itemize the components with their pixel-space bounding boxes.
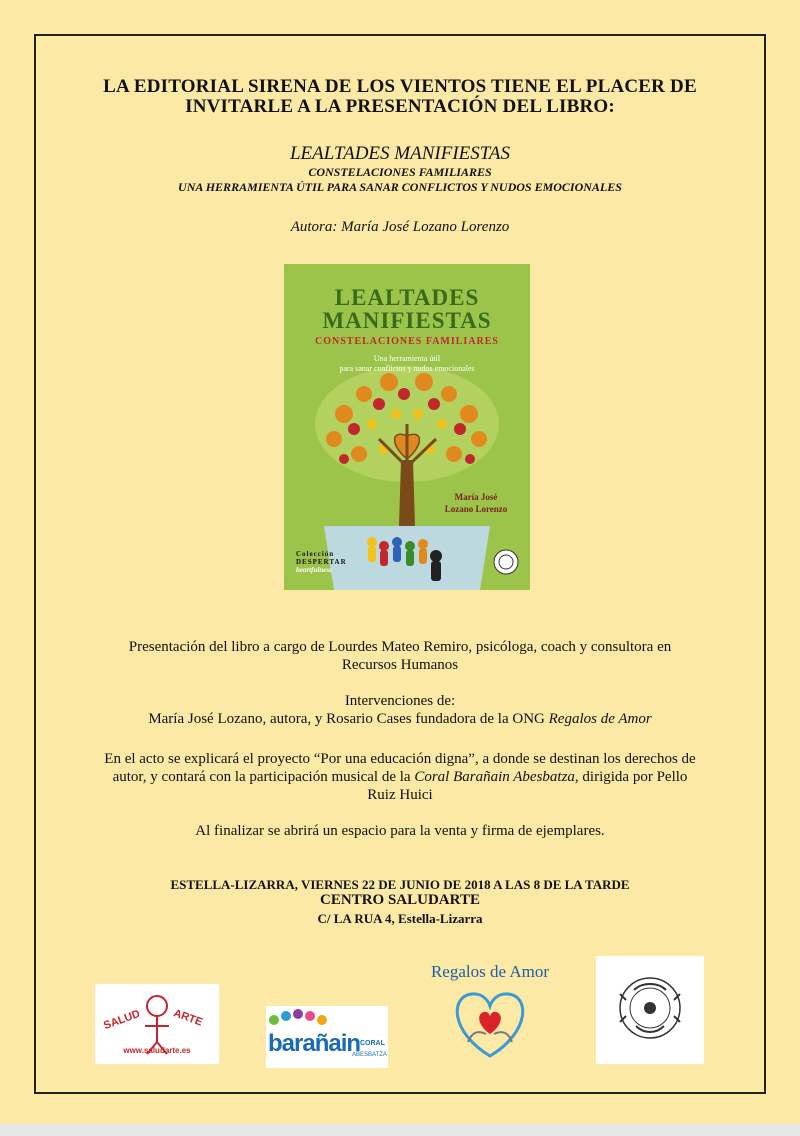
cover-title-2: MANIFIESTAS [322, 308, 492, 333]
p3-line-2 [0, 768, 800, 786]
baranain-logo [266, 1006, 388, 1068]
cover-author [426, 491, 526, 515]
bottom-strip [0, 1124, 800, 1136]
p3-line-2c: , dirigida por Pello [574, 769, 688, 785]
cover-collection-2: DESPERTAR [296, 558, 347, 566]
closing-paragraph: Al finalizar se abrirá un espacio para la venta y firma de ejemplares. [195, 823, 605, 839]
cover-tagline-2: para sanar conflictos y nudos emocionales [339, 364, 475, 373]
cover-collection [296, 550, 347, 574]
invitation-heading [0, 77, 800, 117]
p2-line-1: Intervenciones de: [344, 693, 456, 709]
ong-name: Regalos de Amor [548, 711, 652, 727]
sirena-de-los-vientos-seal [596, 956, 704, 1064]
p3-line-3: Ruiz Huici [367, 787, 433, 803]
saludarte-logo [95, 984, 219, 1064]
regalos-de-amor-logo [420, 958, 560, 1062]
book-cover [284, 264, 530, 590]
cover-collection-3: heartfulness [296, 566, 332, 574]
p1-line-1: Presentación del libro a cargo de Lourdes Mateo Remiro, psicóloga, coach y consultora en [128, 639, 672, 655]
baranain-dots-icon [268, 1008, 328, 1028]
venue-name: CENTRO SALUDARTE [320, 892, 480, 908]
baranain-sub-1: CORAL [360, 1040, 385, 1047]
p3-line-2a: autor, y contará con la participación musical de la [112, 769, 415, 785]
presentation-paragraph [0, 638, 800, 674]
book-subtitle-2: UNA HERRAMIENTA ÚTIL PARA SANAR CONFLICTOS Y NUDOS EMOCIONALES [178, 180, 622, 194]
baranain-name: barañain [268, 1030, 361, 1057]
heading-line-2: INVITARLE A LA PRESENTACIÓN DEL LIBRO: [185, 96, 615, 117]
cover-author-1: María José [454, 492, 498, 502]
heart-hands-icon [420, 982, 560, 1062]
saludarte-name-1: SALUD [102, 1007, 142, 1033]
author-line: Autora: María José Lozano Lorenzo [290, 219, 510, 235]
saludarte-name-2: ARTE [171, 1007, 205, 1029]
p1-line-2: Recursos Humanos [341, 657, 459, 673]
regalos-name: Regalos de Amor [430, 962, 550, 981]
event-date: ESTELLA-LIZARRA, VIERNES 22 DE JUNIO DE 2018 A LAS 8 DE LA TARDE [170, 877, 630, 892]
saludarte-url: www.saludarte.es [123, 1046, 191, 1055]
choir-name: Coral Barañain Abesbatza [414, 769, 575, 785]
cover-tagline-1: Una herramienta útil [373, 354, 441, 363]
baranain-sub-2: ABESBATZA [352, 1052, 387, 1058]
p2-line-2a: María José Lozano, autora, y Rosario Cases fundadora de la ONG [148, 711, 549, 727]
interventions-paragraph [0, 692, 800, 728]
book-subtitle [0, 165, 800, 195]
cover-collection-1: Colección [296, 550, 335, 558]
sirena-seal-icon [596, 956, 704, 1064]
heading-line-1: LA EDITORIAL SIRENA DE LOS VIENTOS TIENE EL PLACER DE [103, 76, 697, 97]
cover-author-2: Lozano Lorenzo [444, 504, 508, 514]
venue-address: C/ LA RUA 4, Estella-Lizarra [317, 911, 483, 926]
book-title: LEALTADES MANIFIESTAS [289, 143, 511, 164]
cover-subtitle: CONSTELACIONES FAMILIARES [314, 336, 499, 347]
cover-title-1: LEALTADES [334, 285, 480, 310]
project-paragraph [0, 750, 800, 804]
book-subtitle-1: CONSTELACIONES FAMILIARES [308, 165, 492, 179]
p2-line-2 [0, 710, 800, 728]
p3-line-1: En el acto se explicará el proyecto “Por una educación digna”, a donde se destinan los derechos de [104, 751, 696, 767]
